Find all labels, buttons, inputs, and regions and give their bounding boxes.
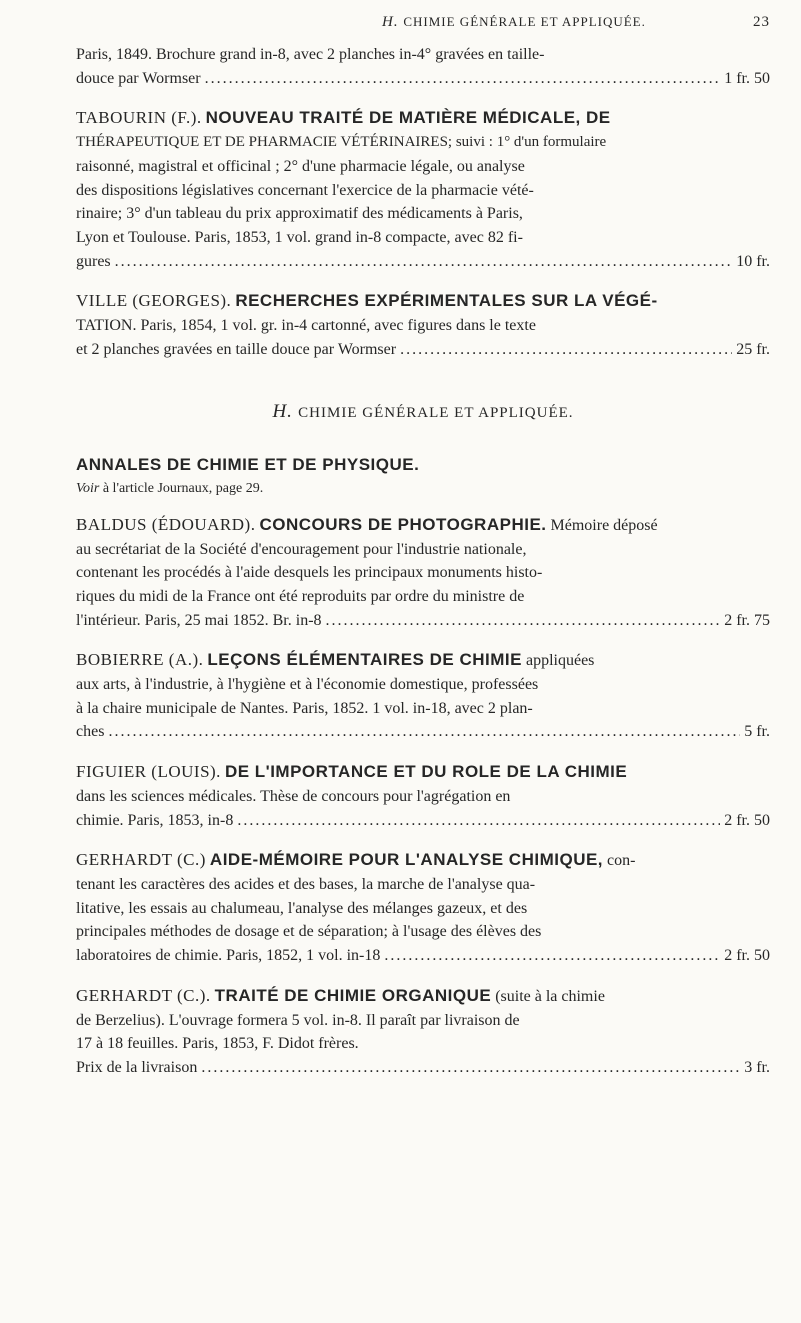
entry-title: LEÇONS ÉLÉMENTAIRES DE CHIMIE bbox=[207, 650, 522, 670]
entry-last-text: laboratoires de chimie. Paris, 1852, 1 vol. in-18 bbox=[76, 947, 381, 965]
entry-line: à la chaire municipale de Nantes. Paris, 1852. 1 vol. in-18, avec 2 plan- bbox=[76, 699, 533, 717]
running-head-section: H. bbox=[382, 14, 399, 30]
entry-price: 5 fr. bbox=[744, 723, 770, 741]
entry-line: 17 à 18 feuilles. Paris, 1853, F. Didot frères. bbox=[76, 1035, 359, 1053]
entry-line: THÉRAPEUTIQUE ET DE PHARMACIE VÉTÉRINAIRES; suivi : 1° d'un formulaire bbox=[76, 134, 607, 151]
entry-last-text: et 2 planches gravées en taille douce par Wormser bbox=[76, 340, 397, 358]
entry-line: Lyon et Toulouse. Paris, 1853, 1 vol. grand in-8 compacte, avec 82 fi- bbox=[76, 228, 523, 246]
entry-title: TRAITÉ DE CHIMIE ORGANIQUE bbox=[214, 985, 492, 1005]
running-head-text: CHIMIE GÉNÉRALE ET APPLIQUÉE. bbox=[403, 14, 646, 29]
leader-dots bbox=[201, 1056, 740, 1080]
entry-line: de Berzelius). L'ouvrage formera 5 vol. in-8. Il paraît par livraison de bbox=[76, 1011, 520, 1029]
entry-line: principales méthodes de dosage et de séparation; à l'usage des élèves des bbox=[76, 923, 542, 941]
catalog-entry-gerhardt-aide-memoire bbox=[76, 848, 770, 968]
catalog-entry-gerhardt-traite bbox=[76, 984, 770, 1080]
entry-line: tenant les caractères des acides et des bases, la marche de l'analyse qua- bbox=[76, 875, 536, 893]
entry-title: DE L'IMPORTANCE ET DU ROLE DE LA CHIMIE bbox=[224, 762, 628, 782]
section-letter: H. bbox=[272, 401, 293, 423]
entry-line: litative, les essais au chalumeau, l'analyse des mélanges gazeux, et des bbox=[76, 899, 528, 917]
entry-last-text: l'intérieur. Paris, 25 mai 1852. Br. in-8 bbox=[76, 611, 322, 629]
catalog-entry-baldus bbox=[76, 513, 770, 633]
see-text: à l'article Journaux, page 29. bbox=[102, 481, 264, 497]
leader-dots bbox=[108, 720, 740, 744]
running-head bbox=[382, 14, 770, 31]
leader-dots bbox=[205, 67, 721, 91]
catalog-entry-ville bbox=[76, 289, 770, 361]
leader-dots bbox=[400, 338, 732, 362]
entry-title: ANNALES DE CHIMIE ET DE PHYSIQUE. bbox=[76, 455, 420, 475]
entry-author: TABOURIN (F.). bbox=[76, 108, 202, 128]
see-reference bbox=[76, 477, 770, 501]
entry-title: AIDE-MÉMOIRE POUR L'ANALYSE CHIMIQUE, bbox=[209, 850, 604, 870]
leader-dots bbox=[326, 609, 721, 633]
entry-line: au secrétariat de la Société d'encouragement pour l'industrie nationale, bbox=[76, 540, 527, 558]
book-page bbox=[76, 14, 770, 1080]
entry-line: raisonné, magistral et officinal ; 2° d'une pharmacie légale, ou analyse bbox=[76, 157, 525, 175]
see-label: Voir bbox=[76, 481, 100, 497]
entry-author: VILLE (GEORGES). bbox=[76, 291, 232, 311]
page-number: 23 bbox=[753, 14, 770, 30]
running-head-title bbox=[382, 14, 646, 31]
entry-author: BOBIERRE (A.). bbox=[76, 650, 204, 670]
entry-price-line bbox=[76, 1056, 770, 1080]
leader-dots bbox=[115, 250, 733, 274]
entry-price-line bbox=[76, 338, 770, 362]
section-title: CHIMIE GÉNÉRALE ET APPLIQUÉE. bbox=[298, 405, 574, 422]
leader-dots bbox=[384, 944, 720, 968]
entry-title: NOUVEAU TRAITÉ DE MATIÈRE MÉDICALE, DE bbox=[205, 108, 611, 128]
entry-last-text: gures bbox=[76, 252, 111, 270]
entry-price-line bbox=[76, 67, 770, 91]
entry-price: 2 fr. 50 bbox=[724, 811, 770, 829]
entry-title: CONCOURS DE PHOTOGRAPHIE. bbox=[259, 514, 547, 534]
catalog-entry-annales bbox=[76, 453, 770, 500]
entry-line: contenant les procédés à l'aide desquels les principaux monuments histo- bbox=[76, 564, 543, 582]
entry-line: rinaire; 3° d'un tableau du prix approximatif des médicaments à Paris, bbox=[76, 205, 523, 223]
entry-author: FIGUIER (LOUIS). bbox=[76, 762, 221, 782]
entry-price: 2 fr. 50 bbox=[724, 947, 770, 965]
entry-first-rest: appliquées bbox=[525, 652, 595, 670]
entry-first-rest: (suite à la chimie bbox=[495, 987, 605, 1005]
catalog-entry-tabourin bbox=[76, 106, 770, 273]
entry-author: GERHARDT (C.) bbox=[76, 850, 206, 870]
entry-author: GERHARDT (C.). bbox=[76, 985, 211, 1005]
leader-dots bbox=[237, 809, 720, 833]
entry-price-line bbox=[76, 720, 770, 744]
entry-line: TATION. Paris, 1854, 1 vol. gr. in-4 cartonné, avec figures dans le texte bbox=[76, 317, 536, 335]
entry-price-line bbox=[76, 944, 770, 968]
entry-title: RECHERCHES EXPÉRIMENTALES SUR LA VÉGÉ- bbox=[235, 291, 658, 311]
entry-price: 10 fr. bbox=[736, 252, 770, 270]
entry-line: des dispositions législatives concernant l'exercice de la pharmacie vété- bbox=[76, 181, 534, 199]
entry-last-text: ches bbox=[76, 723, 105, 741]
entry-line: riques du midi de la France ont été reproduits par ordre du ministre de bbox=[76, 587, 525, 605]
entry-price-line bbox=[76, 250, 770, 274]
entry-line: dans les sciences médicales. Thèse de concours pour l'agrégation en bbox=[76, 787, 511, 805]
catalog-entry-bobierre bbox=[76, 648, 770, 744]
entry-line: Paris, 1849. Brochure grand in-8, avec 2 planches in-4° gravées en taille- bbox=[76, 46, 545, 63]
catalog-entry-continuation bbox=[76, 43, 770, 90]
entry-last-text: chimie. Paris, 1853, in-8 bbox=[76, 811, 234, 829]
entry-last-text: douce par Wormser bbox=[76, 69, 201, 87]
entry-price: 3 fr. bbox=[744, 1058, 770, 1076]
entry-price: 25 fr. bbox=[736, 340, 770, 358]
entry-author: BALDUS (ÉDOUARD). bbox=[76, 514, 256, 534]
entry-first-rest: Mémoire déposé bbox=[550, 516, 658, 534]
entry-price: 2 fr. 75 bbox=[724, 611, 770, 629]
entry-price-line bbox=[76, 809, 770, 833]
entry-price-line bbox=[76, 609, 770, 633]
section-heading bbox=[76, 401, 770, 423]
entry-line: aux arts, à l'industrie, à l'hygiène et à l'économie domestique, professées bbox=[76, 676, 539, 694]
catalog-entry-figuier bbox=[76, 760, 770, 832]
entry-last-text: Prix de la livraison bbox=[76, 1058, 198, 1076]
entry-price: 1 fr. 50 bbox=[724, 69, 770, 87]
entry-first-rest: con- bbox=[607, 852, 636, 870]
